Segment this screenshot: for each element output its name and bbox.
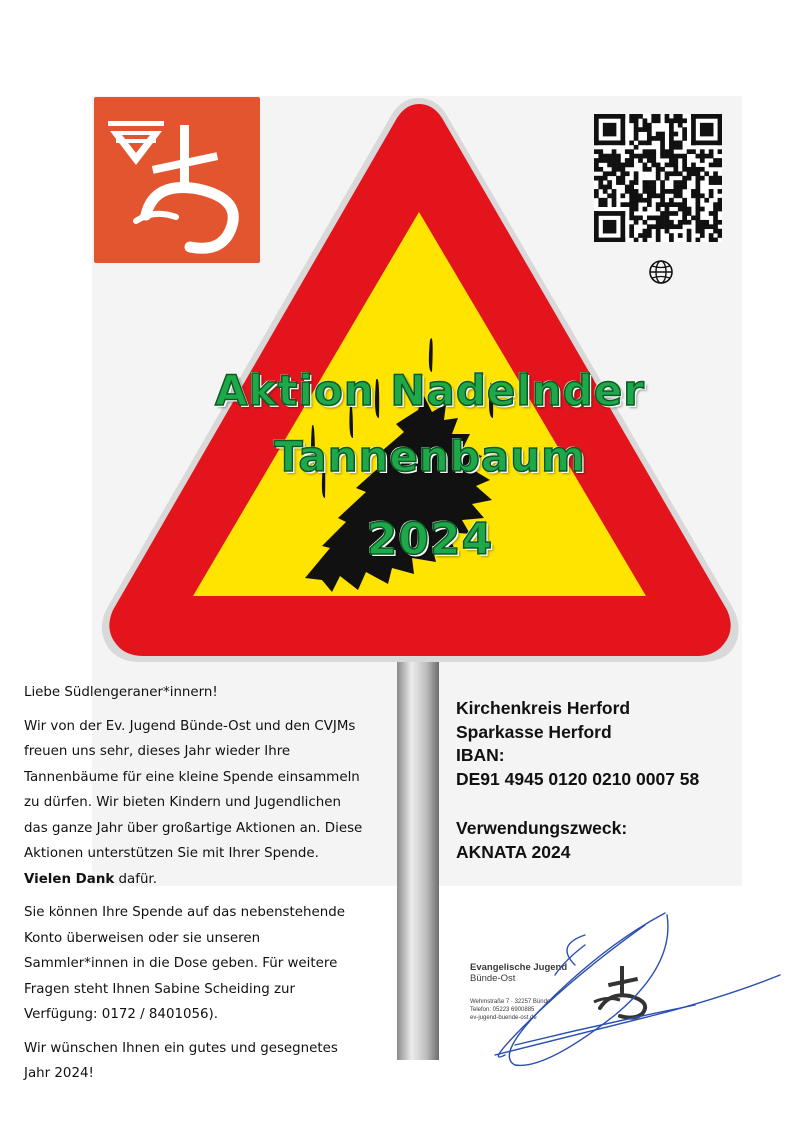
title-line-2: Tannenbaum [274, 432, 586, 481]
sign-pole [397, 655, 439, 1060]
stamp-org-line-2: Bünde-Ost [470, 973, 516, 984]
letter-greeting: Liebe Südlengeraner*innern! [24, 685, 218, 700]
letter-body [24, 680, 364, 1095]
letter-paragraph-1 [24, 714, 364, 893]
title-line-3: 2024 [366, 514, 494, 565]
purpose-value: AKNATA 2024 [456, 841, 571, 862]
bank-org-line: Kirchenkreis Herford [456, 698, 631, 718]
qr-code[interactable] [594, 114, 722, 242]
iban-value: DE91 4945 0120 0210 0007 58 [456, 768, 700, 789]
letter-paragraph-1-text: Wir von der Ev. Jugend Bünde-Ost und den CVJMs freuen uns sehr, dieses Jahr wieder Ihre Tannenbäume für eine kleine Spende einsammeln zu dürfen. Wir bieten Kindern und Jugendlichen das ganze Jahr über großartige Aktionen an. Diese Aktionen unterstützen Sie mit Ihrer Spende. [24, 718, 363, 861]
purpose-label: Verwendungszweck: [456, 818, 628, 838]
stamp-website: ev-jugend-buende-ost.de [470, 1015, 537, 1021]
signature [455, 905, 785, 1080]
title-line-1: Aktion Nadelnder [215, 366, 645, 415]
bank-name-line: Sparkasse Herford [456, 721, 612, 742]
stamp-phone: Telefon: 05223 6900885 [470, 1007, 535, 1013]
stamp-org-line-1: Evangelische Jugend [470, 962, 568, 973]
globe-icon[interactable] [647, 258, 675, 286]
letter-paragraph-2: Sie können Ihre Spende auf das nebenstehende Konto überweisen oder sie unseren Sammler*innen in die Dose geben. Für weitere Fragen steht Ihnen Sabine Scheiding zur Verfügung: 0172 / 8401056). [24, 905, 345, 1022]
ev-jugend-logo [94, 97, 260, 263]
stamp-address: Wehmstraße 7 · 32257 Bünde [470, 999, 551, 1005]
iban-label: IBAN: [456, 745, 505, 765]
qr-code-icon [594, 114, 722, 242]
letter-thanks-rest: dafür. [114, 871, 157, 887]
ev-jugend-cross-logo-icon [94, 97, 260, 263]
letter-thanks-bold: Vielen Dank [24, 871, 115, 887]
bank-details [456, 697, 776, 864]
letter-closing: Wir wünschen Ihnen ein gutes und gesegnetes Jahr 2024! [24, 1040, 338, 1081]
